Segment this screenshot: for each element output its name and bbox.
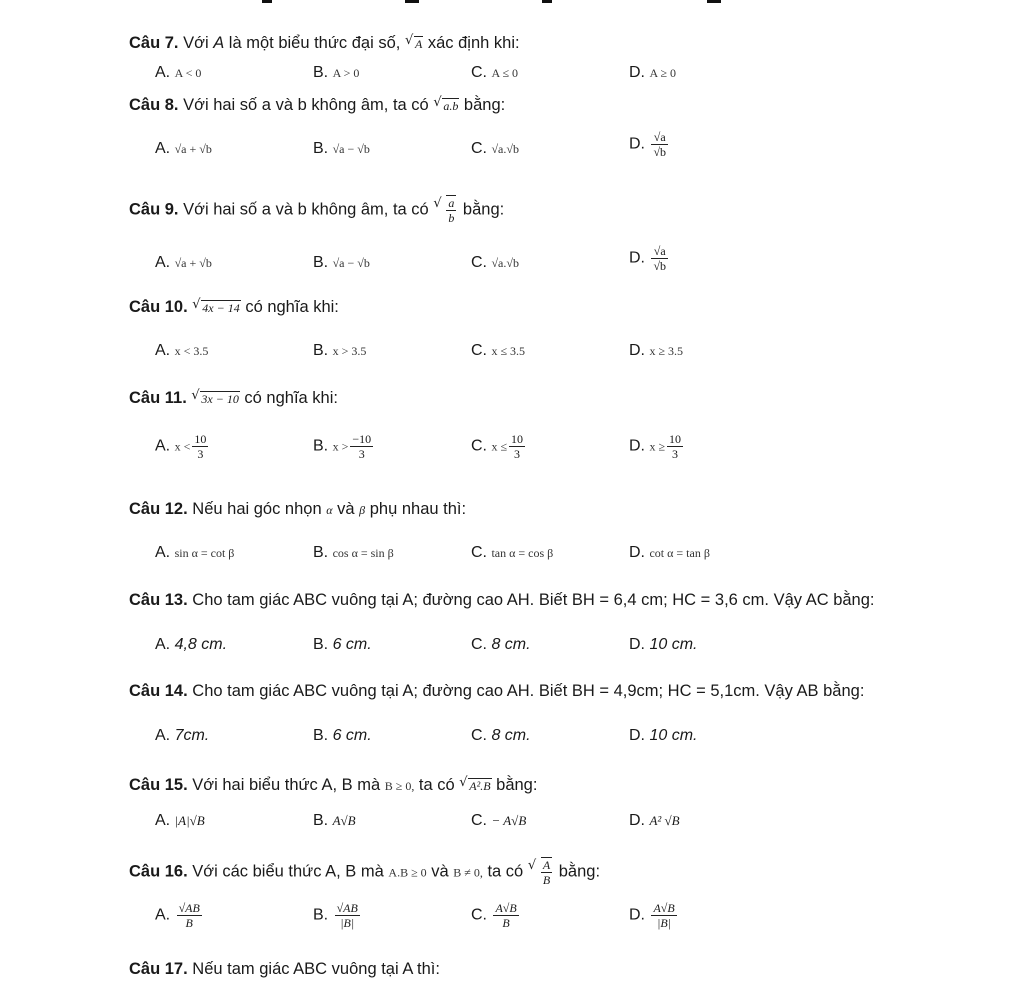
sqrt-expression: √ 3x − 10 xyxy=(191,387,239,410)
q10-option-c[interactable]: C. x ≤ 3.5 xyxy=(471,342,526,359)
q16-option-d[interactable]: D. $\frac{A√B}{|B|}$ xyxy=(629,901,675,930)
q15-option-d[interactable]: D. A² √B xyxy=(629,812,680,829)
q12-option-d[interactable]: D. cot α = tan β xyxy=(629,544,710,561)
q9-option-a[interactable]: A. √a + √b xyxy=(155,254,212,271)
q10-option-d[interactable]: D. x ≥ 3.5 xyxy=(629,342,684,359)
q10-option-b[interactable]: B. x > 3.5 xyxy=(313,342,367,359)
q12-option-b[interactable]: B. cos α = sin β xyxy=(313,544,394,561)
question-14: Câu 14. Cho tam giác ABC vuông tại A; đường cao AH. Biết BH = 4,9cm; HC = 5,1cm. Vậy AB bằng: xyxy=(129,682,865,700)
q12-option-c[interactable]: C. tan α = cos β xyxy=(471,544,554,561)
q11-option-a[interactable]: A. x < $\frac{10}{3}$ xyxy=(155,432,207,461)
question-10: Câu 10. √ 4x − 14 có nghĩa khi: xyxy=(129,296,339,319)
q13-option-b[interactable]: B. 6 cm. xyxy=(313,636,372,653)
q16-option-c[interactable]: C. $\frac{A√B}{B}$ xyxy=(471,901,517,930)
question-12: Câu 12. Nếu hai góc nhọn α và β phụ nhau thì: xyxy=(129,500,467,518)
top-edge-marks xyxy=(0,0,1024,6)
q10-option-a[interactable]: A. x < 3.5 xyxy=(155,342,209,359)
q8-option-a[interactable]: A. √a + √b xyxy=(155,140,212,157)
q16-option-b[interactable]: B. $\frac{√AB}{|B|}$ xyxy=(313,901,358,930)
q7-option-d[interactable]: D. A ≥ 0 xyxy=(629,64,677,81)
q16-option-a[interactable]: A. $\frac{√AB}{B}$ xyxy=(155,901,200,930)
q13-option-c[interactable]: C. 8 cm. xyxy=(471,636,531,653)
question-9: Câu 9. Với hai số a và b không âm, ta có √ $\frac{a}{b}$ bằng: xyxy=(129,195,504,225)
q15-option-a[interactable]: A. |A|√B xyxy=(155,812,205,829)
question-11: Câu 11. √ 3x − 10 có nghĩa khi: xyxy=(129,387,338,410)
q7-option-a[interactable]: A. A < 0 xyxy=(155,64,202,81)
q14-option-d[interactable]: D. 10 cm. xyxy=(629,727,698,744)
q7-option-c[interactable]: C. A ≤ 0 xyxy=(471,64,519,81)
q7-option-b[interactable]: B. A > 0 xyxy=(313,64,360,81)
sqrt-expression: √ A xyxy=(405,32,423,55)
q11-option-c[interactable]: C. x ≤ $\frac{10}{3}$ xyxy=(471,432,524,461)
question-7: Câu 7. Với A là một biểu thức đại số, √ A xác định khi: xyxy=(129,32,520,55)
q15-option-c[interactable]: C. − A√B xyxy=(471,812,527,829)
question-17: Câu 17. Nếu tam giác ABC vuông tại A thì: xyxy=(129,960,440,978)
q9-option-b[interactable]: B. √a − √b xyxy=(313,254,370,271)
q8-option-d[interactable]: D. $\frac{√a}{√b}$ xyxy=(629,130,667,159)
question-15: Câu 15. Với hai biểu thức A, B mà B ≥ 0, ta có √ A².B bằng: xyxy=(129,774,537,797)
q11-option-b[interactable]: B. x > $\frac{-10}{3}$ xyxy=(313,432,372,461)
q14-option-a[interactable]: A. 7cm. xyxy=(155,727,210,744)
q11-option-d[interactable]: D. x ≥ $\frac{10}{3}$ xyxy=(629,432,682,461)
q12-option-a[interactable]: A. sin α = cot β xyxy=(155,544,235,561)
sqrt-expression: √ a.b xyxy=(433,94,459,117)
q8-option-b[interactable]: B. √a − √b xyxy=(313,140,370,157)
sqrt-fraction: √ $\frac{A}{B}$ xyxy=(528,857,554,887)
q14-option-c[interactable]: C. 8 cm. xyxy=(471,727,531,744)
q13-option-a[interactable]: A. 4,8 cm. xyxy=(155,636,228,653)
sqrt-fraction: √ $\frac{a}{b}$ xyxy=(433,195,458,225)
q8-option-c[interactable]: C. √a.√b xyxy=(471,140,519,157)
q13-option-d[interactable]: D. 10 cm. xyxy=(629,636,698,653)
q15-option-b[interactable]: B. A√B xyxy=(313,812,356,829)
sqrt-expression: √ 4x − 14 xyxy=(192,296,240,319)
question-16: Câu 16. Với các biểu thức A, B mà A.B ≥ 0 và B ≠ 0, ta có √ $\frac{A}{B}$ bằng: xyxy=(129,857,600,887)
q9-option-c[interactable]: C. √a.√b xyxy=(471,254,519,271)
sqrt-expression: √ A².B xyxy=(459,774,491,797)
question-8: Câu 8. Với hai số a và b không âm, ta có √ a.b bằng: xyxy=(129,94,505,117)
q9-option-d[interactable]: D. $\frac{√a}{√b}$ xyxy=(629,244,667,273)
q14-option-b[interactable]: B. 6 cm. xyxy=(313,727,372,744)
question-13: Câu 13. Cho tam giác ABC vuông tại A; đường cao AH. Biết BH = 6,4 cm; HC = 3,6 cm. Vậy AC bằng: xyxy=(129,591,875,609)
